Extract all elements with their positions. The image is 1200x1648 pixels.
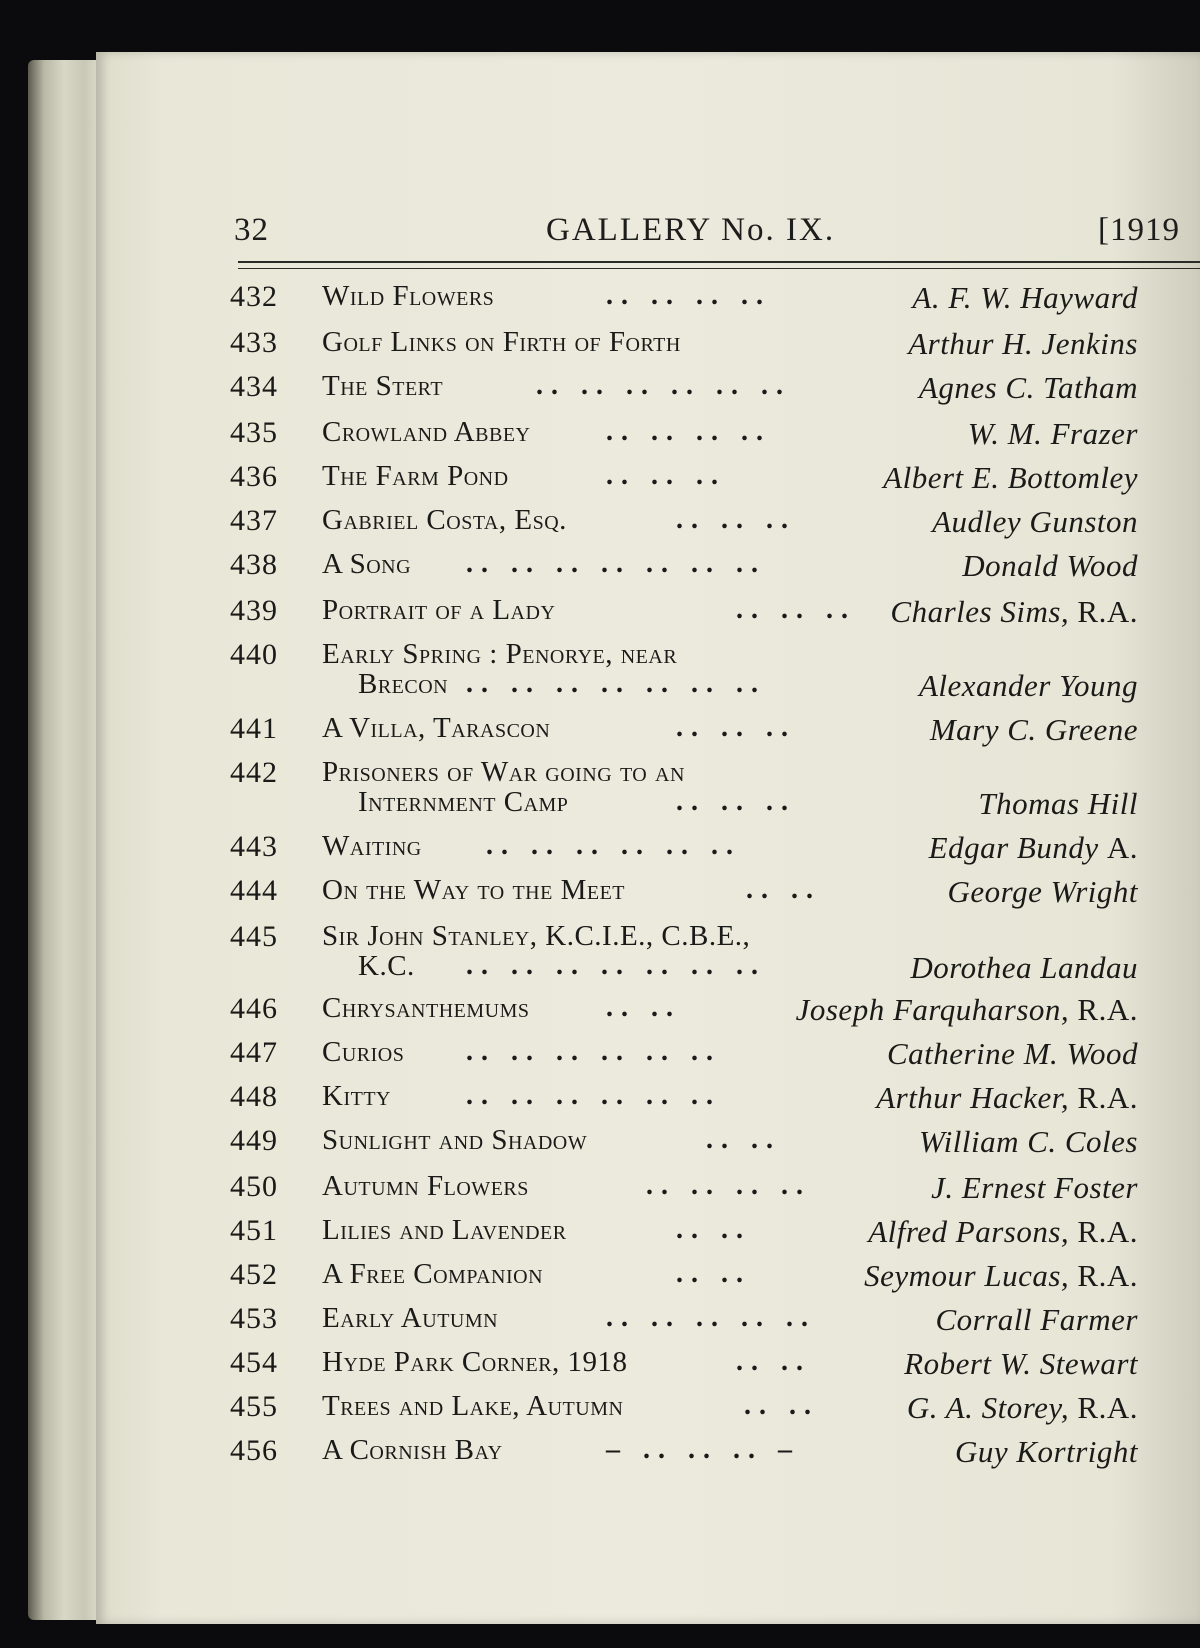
entry-number: 453: [230, 1302, 278, 1335]
entry-title: Kitty: [322, 1080, 391, 1112]
entry-title: A Villa, Tarascon: [322, 712, 551, 744]
leader-dots: .. .. .. .. .. .. ..: [466, 548, 766, 579]
leader-dots: .. ..: [746, 874, 821, 905]
entry-artist: William C. Coles: [919, 1124, 1138, 1159]
entry-artist: Alexander Young: [918, 668, 1138, 703]
leader-dots: .. .. ..: [736, 594, 856, 625]
entry-number: 437: [230, 504, 278, 537]
entry-artist: Edgar Bundy A.: [928, 830, 1138, 865]
leader-dots: – .. .. .. –: [606, 1434, 800, 1465]
catalogue-page: [96, 52, 1200, 1624]
entry-title: Gabriel Costa, Esq.: [322, 504, 567, 536]
entry-title-continued: Internment Camp: [358, 786, 569, 818]
entry-number: 432: [230, 280, 278, 313]
leader-dots: .. .. .. .. .. ..: [486, 830, 741, 861]
entry-list: [96, 52, 1200, 1624]
entry-number: 442: [230, 756, 278, 789]
entry-title-continued: Brecon: [358, 668, 449, 700]
leader-dots: .. .. ..: [676, 504, 796, 535]
entry-number: 447: [230, 1036, 278, 1069]
entry-number: 440: [230, 638, 278, 671]
entry-title: Portrait of a Lady: [322, 594, 556, 626]
entry-artist: Joseph Farquharson, R.A.: [795, 992, 1138, 1027]
entry-number: 456: [230, 1434, 278, 1467]
entry-number: 436: [230, 460, 278, 493]
entry-title: A Free Companion: [322, 1258, 544, 1290]
entry-number: 446: [230, 992, 278, 1025]
entry-title: The Stert: [322, 370, 444, 402]
entry-number: 443: [230, 830, 278, 863]
leader-dots: .. .. .. .. .. .. ..: [466, 668, 766, 699]
entry-title: A Song: [322, 548, 412, 580]
entry-artist: J. Ernest Foster: [931, 1170, 1138, 1205]
leader-dots: .. .. .. .. ..: [606, 1302, 816, 1333]
leader-dots: .. .. ..: [606, 460, 726, 491]
entry-artist: Donald Wood: [962, 548, 1138, 583]
entry-number: 449: [230, 1124, 278, 1157]
entry-title: On the Way to the Meet: [322, 874, 626, 906]
leader-dots: .. .. ..: [676, 712, 796, 743]
entry-artist: Audley Gunston: [932, 504, 1138, 539]
entry-number: 454: [230, 1346, 278, 1379]
entry-title: Trees and Lake, Autumn: [322, 1390, 624, 1422]
entry-artist: G. A. Storey, R.A.: [906, 1390, 1138, 1425]
entry-artist: Mary C. Greene: [929, 712, 1138, 747]
entry-title: Curios: [322, 1036, 405, 1068]
entry-number: 445: [230, 920, 278, 953]
leader-dots: .. .. .. ..: [606, 416, 771, 447]
leader-dots: .. .. .. ..: [646, 1170, 811, 1201]
entry-artist: Albert E. Bottomley: [883, 460, 1138, 495]
entry-number: 435: [230, 416, 278, 449]
entry-title: Early Autumn: [322, 1302, 499, 1334]
entry-title: A Cornish Bay: [322, 1434, 503, 1466]
gallery-title: GALLERY No. IX.: [546, 212, 836, 248]
entry-number: 444: [230, 874, 278, 907]
entry-artist: Catherine M. Wood: [886, 1036, 1138, 1071]
entry-number: 450: [230, 1170, 278, 1203]
entry-number: 451: [230, 1214, 278, 1247]
entry-number: 455: [230, 1390, 278, 1423]
leader-dots: .. .. .. .. .. ..: [466, 1036, 721, 1067]
entry-title: Crowland Abbey: [322, 416, 531, 448]
year-label: [1919: [1098, 212, 1180, 248]
leader-dots: .. .. .. .. .. ..: [536, 370, 791, 401]
entry-title: Wild Flowers: [322, 280, 495, 312]
entry-artist: Seymour Lucas, R.A.: [864, 1258, 1138, 1293]
entry-artist: George Wright: [947, 874, 1138, 909]
entry-artist: Arthur Hacker, R.A.: [876, 1080, 1138, 1115]
entry-number: 439: [230, 594, 278, 627]
entry-number: 448: [230, 1080, 278, 1113]
entry-title: Prisoners of War going to an: [322, 756, 685, 788]
leader-dots: .. ..: [606, 992, 681, 1023]
entry-number: 438: [230, 548, 278, 581]
entry-number: 441: [230, 712, 278, 745]
page-number: 32: [234, 212, 269, 248]
entry-title: Hyde Park Corner, 1918: [322, 1346, 628, 1378]
leader-dots: .. .. ..: [676, 786, 796, 817]
entry-artist: Charles Sims, R.A.: [890, 594, 1138, 629]
entry-title: Lilies and Lavender: [322, 1214, 567, 1246]
leader-dots: .. .. .. .. .. ..: [466, 1080, 721, 1111]
leader-dots: .. .. .. ..: [606, 280, 771, 311]
entry-title: Autumn Flowers: [322, 1170, 529, 1202]
entry-artist: W. M. Frazer: [967, 416, 1138, 451]
entry-title: Sir John Stanley, K.C.I.E., C.B.E.,: [322, 920, 751, 952]
entry-artist: Agnes C. Tatham: [918, 370, 1138, 405]
leader-dots: .. .. .. .. .. .. ..: [466, 950, 766, 981]
entry-number: 452: [230, 1258, 278, 1291]
entry-title: Golf Links on Firth of Forth: [322, 326, 681, 358]
entry-artist: A. F. W. Hayward: [912, 280, 1138, 315]
entry-artist: Arthur H. Jenkins: [908, 326, 1138, 361]
leader-dots: .. ..: [744, 1390, 819, 1421]
entry-artist: Thomas Hill: [978, 786, 1138, 821]
entry-title: Sunlight and Shadow: [322, 1124, 588, 1156]
entry-title: The Farm Pond: [322, 460, 509, 492]
entry-title: Chrysanthemums: [322, 992, 530, 1024]
entry-number: 434: [230, 370, 278, 403]
entry-artist: Alfred Parsons, R.A.: [868, 1214, 1138, 1249]
entry-title: Early Spring : Penorye, near: [322, 638, 678, 670]
entry-title: Waiting: [322, 830, 422, 862]
entry-artist: Dorothea Landau: [910, 950, 1138, 985]
entry-number: 433: [230, 326, 278, 359]
entry-artist: Guy Kortright: [954, 1434, 1138, 1469]
leader-dots: .. ..: [736, 1346, 811, 1377]
leader-dots: .. ..: [706, 1124, 781, 1155]
entry-artist: Robert W. Stewart: [904, 1346, 1138, 1381]
entry-title-continued: K.C.: [358, 950, 415, 982]
entry-artist: Corrall Farmer: [935, 1302, 1138, 1337]
leader-dots: .. ..: [676, 1258, 751, 1289]
leader-dots: .. ..: [676, 1214, 751, 1245]
